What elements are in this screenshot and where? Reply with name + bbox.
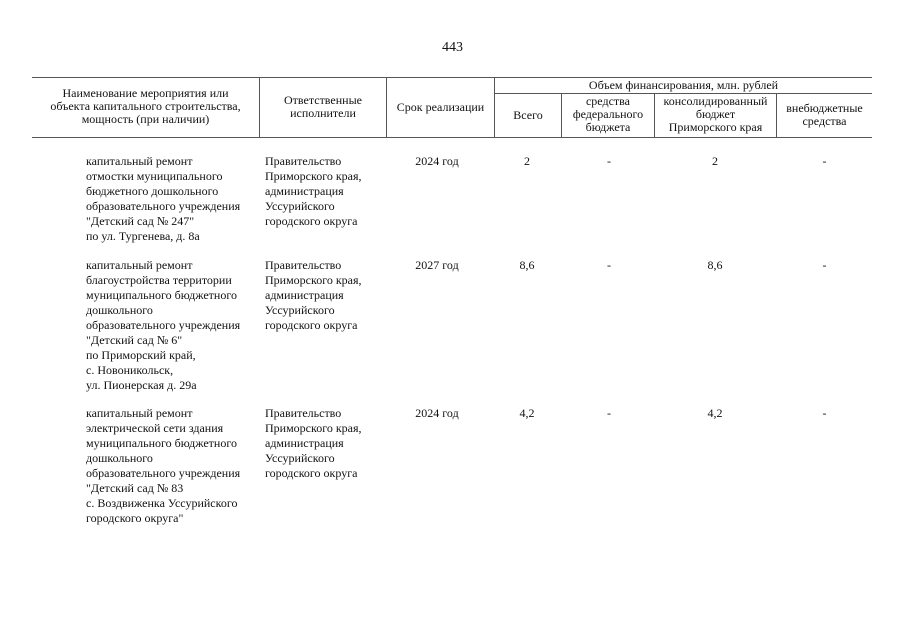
row-executors: Правительство Приморского края, администрация Уссурийского городского округа (265, 406, 362, 480)
row-total: 8,6 (519, 258, 535, 272)
row-consolidated: 8,6 (707, 258, 723, 272)
row-extrabudget: - (822, 154, 827, 168)
table-row (32, 258, 872, 398)
row-extrabudget: - (822, 258, 827, 272)
row-total: 2 (524, 154, 530, 168)
row-federal: - (607, 258, 611, 272)
header-bottom-border (32, 137, 872, 138)
header-consolidated: консолидированный бюджет Приморского края (663, 94, 768, 134)
header-name: Наименование мероприятия или объекта капитального строительства, мощность (при наличии) (50, 86, 241, 126)
row-total: 4,2 (519, 406, 535, 420)
page-number: 443 (442, 40, 463, 55)
table-row (32, 154, 872, 249)
funding-table (32, 77, 872, 537)
row-federal: - (607, 406, 611, 420)
row-executors: Правительство Приморского края, администрация Уссурийского городского округа (265, 154, 362, 228)
row-name: капитальный ремонт благоустройства территории муниципального бюджетного дошкольного образовательного учреждения "Детский сад № 6" по Приморский край, с. Новоникольск, ул. Пионерская д. 29а (86, 258, 241, 392)
row-consolidated: 4,2 (707, 406, 723, 420)
header-extrabudget: внебюджетные средства (786, 101, 863, 128)
row-consolidated: 2 (712, 154, 718, 168)
row-extrabudget: - (822, 406, 827, 420)
row-executors: Правительство Приморского края, администрация Уссурийского городского округа (265, 258, 362, 332)
row-term: 2027 год (415, 258, 459, 272)
header-executors: Ответственные исполнители (284, 93, 362, 120)
table-row (32, 406, 872, 531)
row-term: 2024 год (415, 406, 459, 420)
header-total: Всего (513, 108, 543, 122)
row-name: капитальный ремонт электрической сети здания муниципального бюджетного дошкольного образовательного учреждения "Детский сад № 83 с. Воздвиженка Уссурийского городского округа" (86, 406, 241, 525)
row-federal: - (607, 154, 611, 168)
row-name: капитальный ремонт отмостки муниципального бюджетного дошкольного образовательного учреждения "Детский сад № 247" по ул. Тургенева, д. 8а (86, 154, 241, 243)
header-funding-group: Объем финансирования, млн. рублей (588, 78, 779, 92)
row-term: 2024 год (415, 154, 459, 168)
header-federal: средства федерального бюджета (572, 94, 644, 134)
header-term: Срок реализации (396, 100, 485, 114)
